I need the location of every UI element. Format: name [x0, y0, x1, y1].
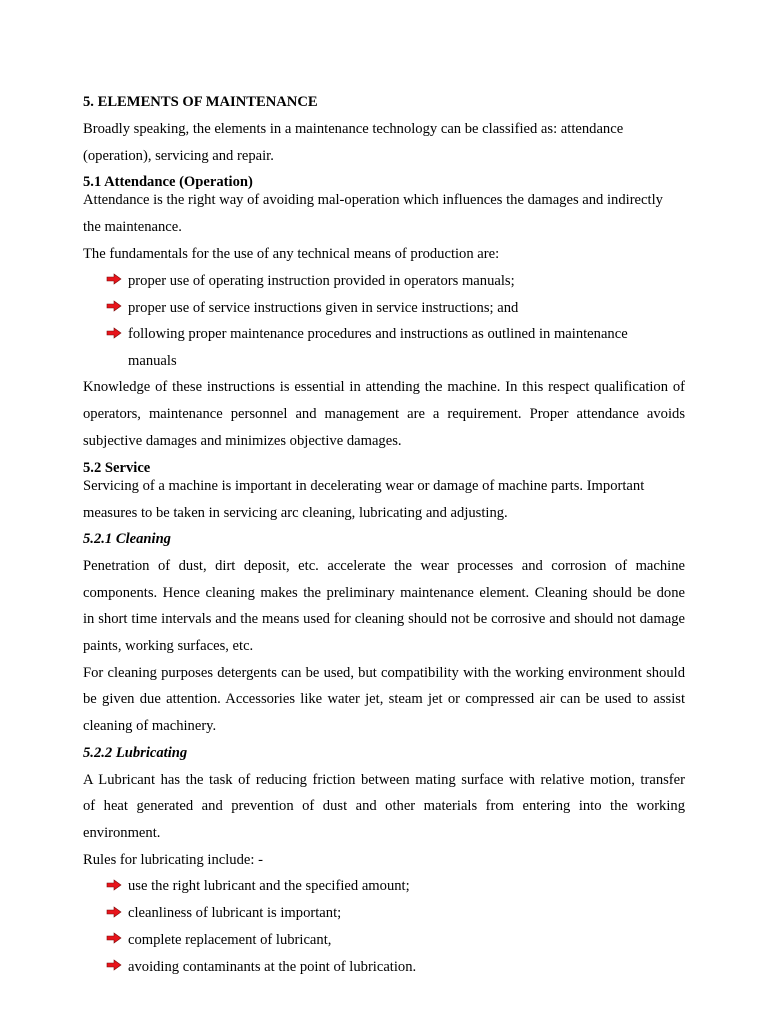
- intro-line-2: (operation), servicing and repair.: [83, 148, 274, 164]
- s522-p1-line-2: of heat generated and prevention of dust and other materials from entering into the working: [83, 798, 685, 814]
- red-arrow-bullet-icon: [106, 273, 122, 285]
- section-5-2-1-title: 5.2.1 Cleaning: [83, 531, 171, 547]
- s522-bullet-4: avoiding contaminants at the point of lubrication.: [128, 959, 417, 975]
- s51-bullet-3: following proper maintenance procedures and instructions as outlined in maintenance: [128, 326, 628, 342]
- s521-p2-line-2: be given due attention. Accessories like water jet, steam jet or compressed air can be used to assist: [83, 691, 685, 707]
- s522-p1-line-3: environment.: [83, 825, 161, 841]
- s521-p1-line-3: in short time intervals and the means used for cleaning should not be corrosive and should not damage: [83, 611, 685, 627]
- s51-p3-line-2: operators, maintenance personnel and management are a requirement. Proper attendance avoids: [83, 406, 685, 422]
- s522-bullet-2: cleanliness of lubricant is important;: [128, 905, 342, 921]
- red-arrow-bullet-icon: [106, 932, 122, 944]
- s51-p1-line-1: Attendance is the right way of avoiding mal-operation which influences the damages and indirectly: [83, 192, 663, 208]
- s51-p1-line-2: the maintenance.: [83, 219, 182, 235]
- s521-p2-line-3: cleaning of machinery.: [83, 718, 217, 734]
- s521-p1-line-1: Penetration of dust, dirt deposit, etc. accelerate the wear processes and corrosion of machine: [83, 558, 685, 574]
- s51-bullet-2: proper use of service instructions given in service instructions; and: [128, 300, 519, 316]
- s522-bullet-1: use the right lubricant and the specified amount;: [128, 878, 410, 894]
- red-arrow-bullet-icon: [106, 959, 122, 971]
- s51-p2: The fundamentals for the use of any technical means of production are:: [83, 246, 500, 262]
- s51-bullet-3-continued: manuals: [128, 353, 177, 369]
- s521-p1-line-2: components. Hence cleaning makes the preliminary maintenance element. Cleaning should be done: [83, 585, 685, 601]
- s51-bullet-1: proper use of operating instruction provided in operators manuals;: [128, 273, 515, 289]
- main-heading: 5. ELEMENTS OF MAINTENANCE: [83, 94, 318, 110]
- section-5-2-title: 5.2 Service: [83, 460, 151, 476]
- s52-line-1: Servicing of a machine is important in decelerating wear or damage of machine parts. Important: [83, 478, 645, 494]
- intro-line-1: Broadly speaking, the elements in a maintenance technology can be classified as: attendance: [83, 121, 624, 137]
- red-arrow-bullet-icon: [106, 327, 122, 339]
- section-5-1-title: 5.1 Attendance (Operation): [83, 174, 253, 190]
- s521-p2-line-1: For cleaning purposes detergents can be used, but compatibility with the working environment should: [83, 665, 685, 681]
- section-5-2-2-title: 5.2.2 Lubricating: [83, 745, 188, 761]
- red-arrow-bullet-icon: [106, 879, 122, 891]
- s522-p1-line-1: A Lubricant has the task of reducing friction between mating surface with relative motion, transfer: [83, 772, 685, 788]
- s522-bullet-3: complete replacement of lubricant,: [128, 932, 332, 948]
- red-arrow-bullet-icon: [106, 906, 122, 918]
- s521-p1-line-4: paints, working surfaces, etc.: [83, 638, 254, 654]
- s522-rules-intro: Rules for lubricating include: -: [83, 852, 263, 868]
- s51-p3-line-1: Knowledge of these instructions is essential in attending the machine. In this respect qualification of: [83, 379, 685, 395]
- s52-line-2: measures to be taken in servicing arc cleaning, lubricating and adjusting.: [83, 505, 508, 521]
- red-arrow-bullet-icon: [106, 300, 122, 312]
- s51-p3-line-3: subjective damages and minimizes objective damages.: [83, 433, 402, 449]
